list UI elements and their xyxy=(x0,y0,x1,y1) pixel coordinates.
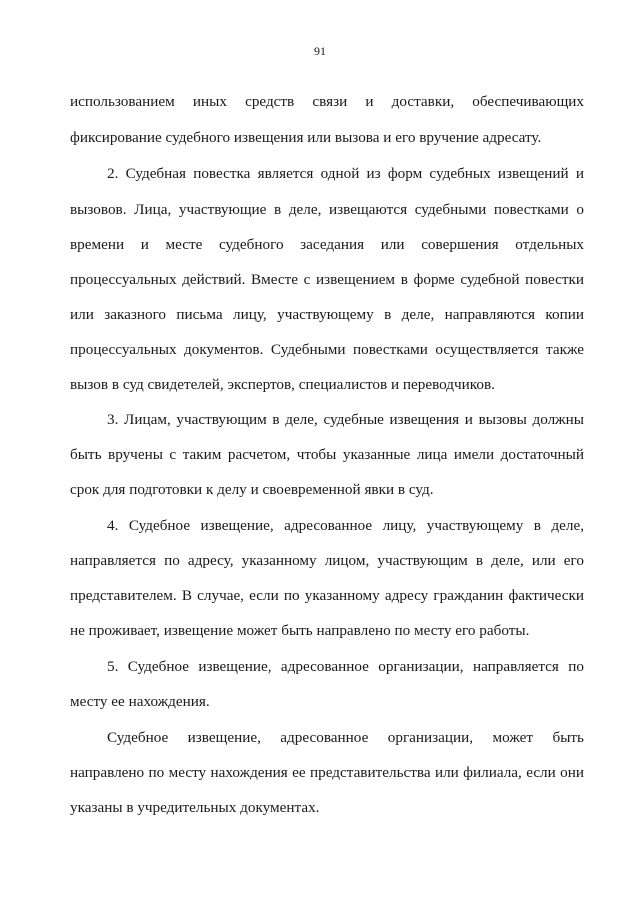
text-line: Судебное извещение, адресованное организации, может быть xyxy=(107,729,584,746)
text-line: использованием иных средств связи и доставки, обеспечивающих xyxy=(70,93,584,110)
text-line: направлено по месту нахождения ее представительства или филиала, если они xyxy=(70,764,584,781)
text-line: месту ее нахождения. xyxy=(70,693,210,710)
text-line: вызовов. Лица, участвующие в деле, извещаются судебными повестками о xyxy=(70,201,584,218)
text-line: 2. Судебная повестка является одной из форм судебных извещений и xyxy=(107,165,584,182)
text-line: фиксирование судебного извещения или вызова и его вручение адресату. xyxy=(70,129,542,146)
text-line: указаны в учредительных документах. xyxy=(70,799,320,816)
text-line: представителем. В случае, если по указанному адресу гражданин фактически xyxy=(70,587,584,604)
text-line: вызов в суд свидетелей, экспертов, специалистов и переводчиков. xyxy=(70,376,495,393)
text-line: быть вручены с таким расчетом, чтобы указанные лица имели достаточный xyxy=(70,446,584,463)
text-line: 5. Судебное извещение, адресованное организации, направляется по xyxy=(107,658,584,675)
text-line: 4. Судебное извещение, адресованное лицу, участвующему в деле, xyxy=(107,517,584,534)
text-line: 3. Лицам, участвующим в деле, судебные извещения и вызовы должны xyxy=(107,411,584,428)
text-line: не проживает, извещение может быть направлено по месту его работы. xyxy=(70,622,530,639)
text-line: процессуальных действий. Вместе с извещением в форме судебной повестки xyxy=(70,271,584,288)
page-number: 91 xyxy=(314,44,326,58)
text-line: или заказного письма лицу, участвующему в деле, направляются копии xyxy=(70,306,584,323)
text-line: процессуальных документов. Судебными повестками осуществляется также xyxy=(70,341,584,358)
text-line: времени и месте судебного заседания или совершения отдельных xyxy=(70,236,584,253)
text-line: направляется по адресу, указанному лицом, участвующим в деле, или его xyxy=(70,552,584,569)
text-line: срок для подготовки к делу и своевременной явки в суд. xyxy=(70,481,434,498)
